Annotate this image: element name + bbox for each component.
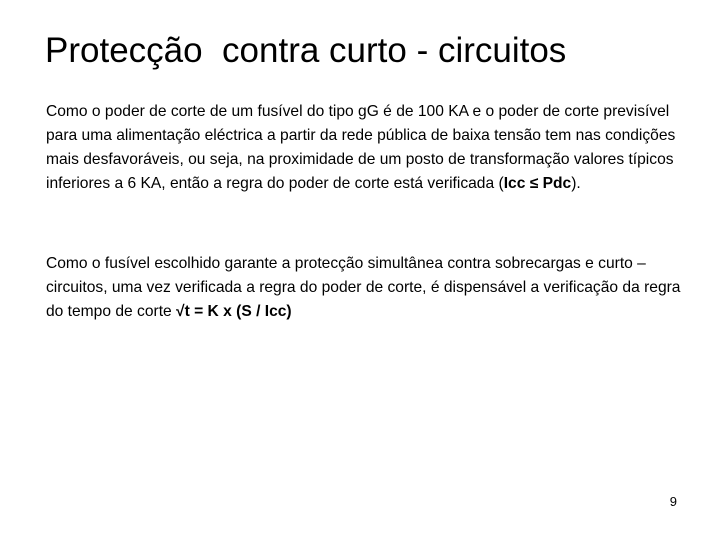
paragraph-text: Como o poder de corte de um fusível do tipo gG é de 100 KA e o poder de corte previsível para uma alimentação eléctrica a partir da rede pública de baixa tensão tem nas condições mais desfavoráveis, ou seja, na proximidade de um posto de transformação valores típicos inferiores a 6 KA, então a regra do poder de corte está verificada ( <box>46 103 676 192</box>
paragraph-tail: ). <box>571 175 581 192</box>
paragraph-cutoff-time <box>46 252 686 324</box>
page-number: 9 <box>669 494 677 509</box>
paragraph-breaking-capacity <box>46 100 686 196</box>
paragraph-text: Como o fusível escolhido garante a protecção simultânea contra sobrecargas e curto – circuitos, uma vez verificada a regra do poder de corte, é dispensável a verificação da regra do tempo de corte <box>46 255 681 320</box>
cutoff-time-formula: √t = K x (S / Icc) <box>176 303 292 320</box>
slide-title: Protecção contra curto - circuitos <box>45 31 567 70</box>
rule-formula: Icc ≤ Pdc <box>503 175 572 192</box>
